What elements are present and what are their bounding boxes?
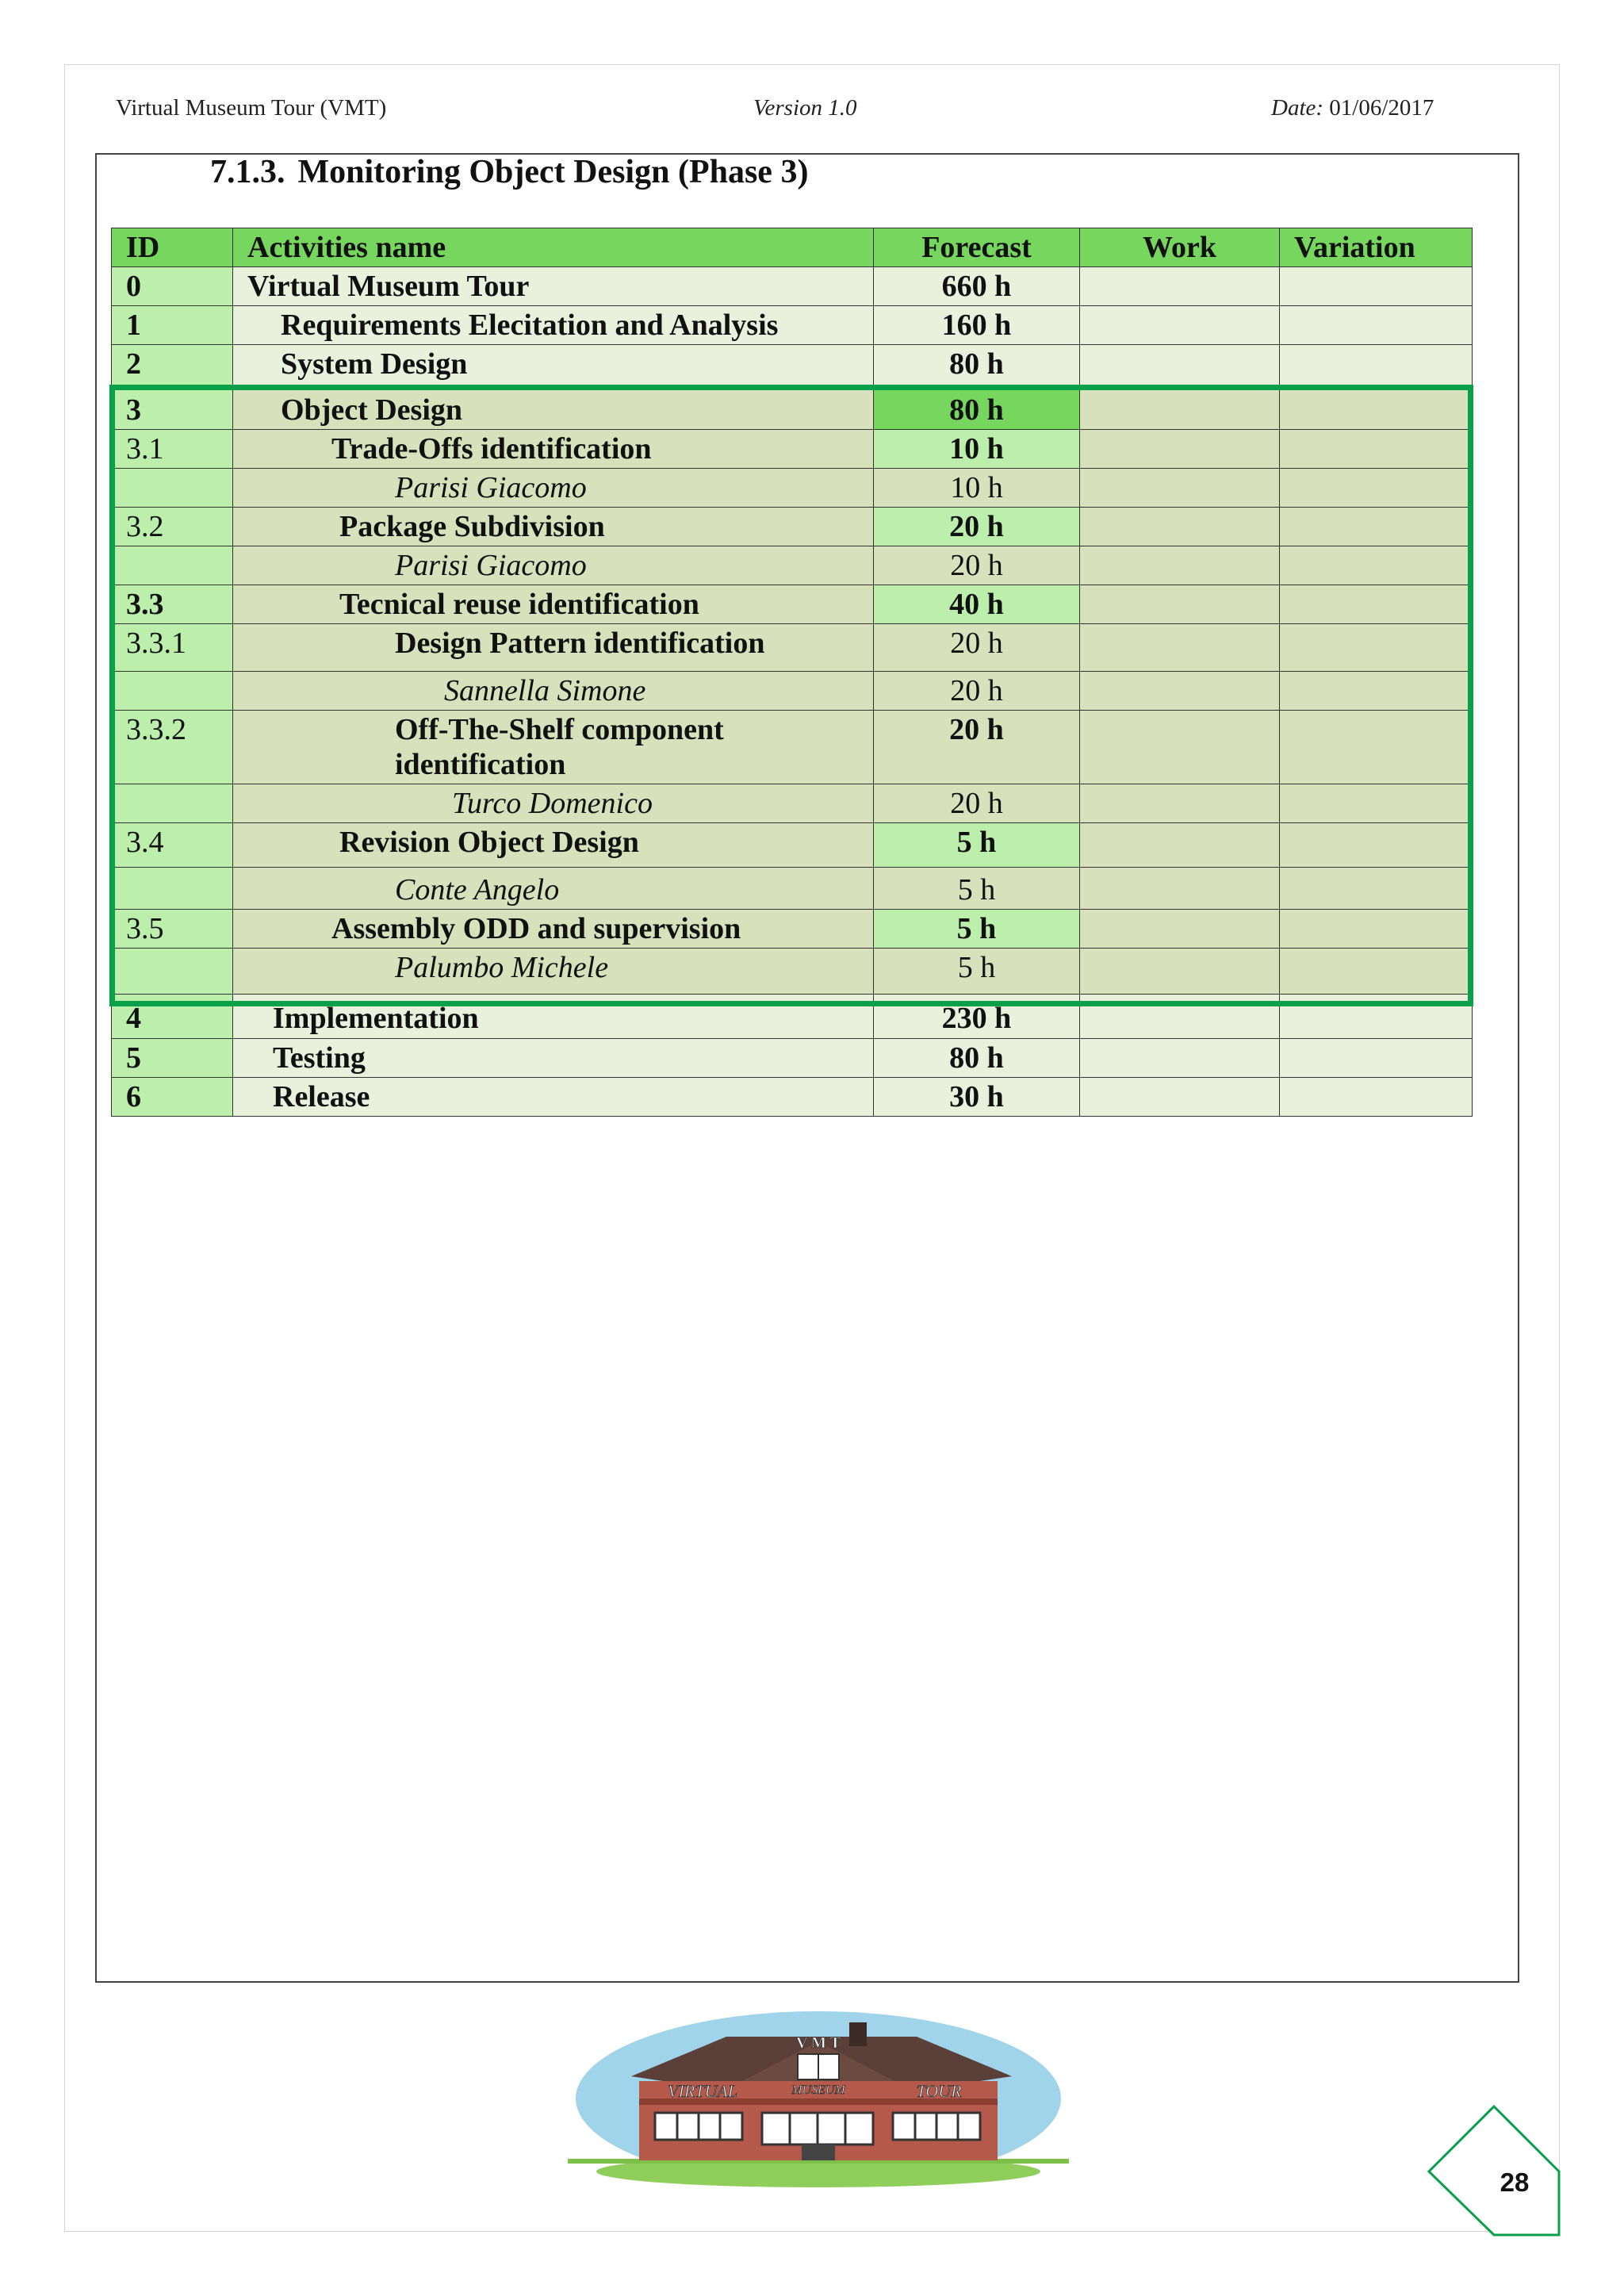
- header-version: Version 1.0: [753, 95, 857, 121]
- row-variation: [1280, 995, 1473, 1039]
- row-activity: Turco Domenico: [233, 784, 874, 823]
- row-forecast: 5 h: [874, 868, 1080, 910]
- row-variation: [1280, 546, 1473, 585]
- row-work: [1080, 430, 1280, 469]
- row-forecast: 230 h: [874, 995, 1080, 1039]
- column-header-id: ID: [112, 228, 233, 267]
- row-activity: Assembly ODD and supervision: [233, 910, 874, 949]
- row-activity: Parisi Giacomo: [233, 546, 874, 585]
- row-activity: Trade-Offs identification: [233, 430, 874, 469]
- header-date: [1271, 95, 1434, 121]
- logo-top-text: V M T: [796, 2034, 841, 2052]
- row-work: [1080, 1078, 1280, 1117]
- row-id: 2: [112, 345, 233, 386]
- row-id: [112, 868, 233, 910]
- row-variation: [1280, 430, 1473, 469]
- monitoring-table: [111, 228, 1473, 1117]
- row-id: 3.5: [112, 910, 233, 949]
- row-variation: [1280, 1039, 1473, 1078]
- table-row: [112, 1078, 1473, 1117]
- row-work: [1080, 711, 1280, 784]
- row-forecast: 20 h: [874, 546, 1080, 585]
- row-variation: [1280, 267, 1473, 306]
- row-forecast: 20 h: [874, 624, 1080, 672]
- row-variation: [1280, 386, 1473, 430]
- row-work: [1080, 784, 1280, 823]
- row-id: 3: [112, 386, 233, 430]
- row-id: [112, 672, 233, 711]
- table-row: [112, 995, 1473, 1039]
- table-row: [112, 508, 1473, 546]
- row-id: 3.3.1: [112, 624, 233, 672]
- column-header-variation: Variation: [1280, 228, 1473, 267]
- row-activity: Testing: [233, 1039, 874, 1078]
- row-forecast: 80 h: [874, 1039, 1080, 1078]
- row-variation: [1280, 469, 1473, 508]
- row-forecast: 5 h: [874, 910, 1080, 949]
- row-id: [112, 546, 233, 585]
- row-forecast: 5 h: [874, 949, 1080, 995]
- row-activity: Virtual Museum Tour: [233, 267, 874, 306]
- row-activity: Release: [233, 1078, 874, 1117]
- row-work: [1080, 1039, 1280, 1078]
- row-activity: Revision Object Design: [233, 823, 874, 868]
- row-id: 6: [112, 1078, 233, 1117]
- row-variation: [1280, 1078, 1473, 1117]
- row-work: [1080, 995, 1280, 1039]
- row-id: 3.4: [112, 823, 233, 868]
- column-header-activities: Activities name: [233, 228, 874, 267]
- row-work: [1080, 672, 1280, 711]
- column-header-forecast: Forecast: [874, 228, 1080, 267]
- vmt-logo: [568, 2005, 1069, 2187]
- row-variation: [1280, 508, 1473, 546]
- table-row: [112, 823, 1473, 868]
- table-row: [112, 267, 1473, 306]
- row-forecast: 10 h: [874, 430, 1080, 469]
- row-variation: [1280, 868, 1473, 910]
- row-work: [1080, 386, 1280, 430]
- row-variation: [1280, 672, 1473, 711]
- row-forecast: 80 h: [874, 386, 1080, 430]
- row-variation: [1280, 823, 1473, 868]
- row-variation: [1280, 784, 1473, 823]
- row-forecast: 20 h: [874, 508, 1080, 546]
- table-row: [112, 306, 1473, 345]
- logo-middle-text: MUSEUM: [791, 2083, 845, 2097]
- row-forecast: 40 h: [874, 585, 1080, 624]
- table-row: [112, 469, 1473, 508]
- column-header-work: Work: [1080, 228, 1280, 267]
- row-activity: Palumbo Michele: [233, 949, 874, 995]
- row-forecast: 160 h: [874, 306, 1080, 345]
- table-row: [112, 386, 1473, 430]
- table-row: [112, 910, 1473, 949]
- row-work: [1080, 585, 1280, 624]
- row-work: [1080, 306, 1280, 345]
- row-work: [1080, 868, 1280, 910]
- row-id: 5: [112, 1039, 233, 1078]
- row-id: [112, 949, 233, 995]
- row-activity: Package Subdivision: [233, 508, 874, 546]
- row-id: 3.3.2: [112, 711, 233, 784]
- header-document-title: Virtual Museum Tour (VMT): [116, 95, 387, 121]
- row-work: [1080, 910, 1280, 949]
- row-id: [112, 469, 233, 508]
- row-work: [1080, 624, 1280, 672]
- row-activity: Conte Angelo: [233, 868, 874, 910]
- row-forecast: 20 h: [874, 672, 1080, 711]
- row-forecast: 10 h: [874, 469, 1080, 508]
- row-activity: Requirements Elecitation and Analysis: [233, 306, 874, 345]
- table-row: [112, 868, 1473, 910]
- row-activity: Implementation: [233, 995, 874, 1039]
- row-work: [1080, 949, 1280, 995]
- row-variation: [1280, 624, 1473, 672]
- row-variation: [1280, 910, 1473, 949]
- logo-left-text: VIRTUAL: [668, 2081, 737, 2101]
- header-date-value: 01/06/2017: [1329, 95, 1434, 121]
- row-work: [1080, 823, 1280, 868]
- table-row: [112, 430, 1473, 469]
- table-row: [112, 672, 1473, 711]
- row-variation: [1280, 345, 1473, 386]
- table-row: [112, 624, 1473, 672]
- logo-right-text: TOUR: [916, 2081, 962, 2101]
- table-row: [112, 546, 1473, 585]
- table-row: [112, 711, 1473, 784]
- row-id: 4: [112, 995, 233, 1039]
- row-variation: [1280, 306, 1473, 345]
- table-row: [112, 1039, 1473, 1078]
- table-row: [112, 345, 1473, 386]
- row-variation: [1280, 585, 1473, 624]
- table-row: [112, 949, 1473, 995]
- row-activity: Object Design: [233, 386, 874, 430]
- table-row: [112, 585, 1473, 624]
- row-work: [1080, 508, 1280, 546]
- row-activity: System Design: [233, 345, 874, 386]
- row-forecast: 20 h: [874, 784, 1080, 823]
- row-forecast: 80 h: [874, 345, 1080, 386]
- row-forecast: 5 h: [874, 823, 1080, 868]
- table-header-row: [112, 228, 1473, 267]
- row-forecast: 20 h: [874, 711, 1080, 784]
- row-work: [1080, 345, 1280, 386]
- row-forecast: 660 h: [874, 267, 1080, 306]
- section-number: 7.1.3.: [210, 154, 285, 190]
- row-id: 3.2: [112, 508, 233, 546]
- row-variation: [1280, 711, 1473, 784]
- row-activity: Tecnical reuse identification: [233, 585, 874, 624]
- row-activity: Parisi Giacomo: [233, 469, 874, 508]
- row-id: 3.1: [112, 430, 233, 469]
- table-row: [112, 784, 1473, 823]
- row-id: 1: [112, 306, 233, 345]
- section-title: Monitoring Object Design (Phase 3): [297, 154, 809, 190]
- row-work: [1080, 469, 1280, 508]
- page-number: 28: [1500, 2168, 1530, 2197]
- row-id: 3.3: [112, 585, 233, 624]
- row-work: [1080, 546, 1280, 585]
- vmt-logo-graphic: [568, 2005, 1069, 2187]
- header-date-label: Date:: [1271, 95, 1324, 121]
- row-forecast: 30 h: [874, 1078, 1080, 1117]
- section-heading: [210, 153, 808, 191]
- row-id: [112, 784, 233, 823]
- row-activity: Off-The-Shelf component identification: [233, 711, 874, 784]
- row-work: [1080, 267, 1280, 306]
- row-activity: Design Pattern identification: [233, 624, 874, 672]
- row-id: 0: [112, 267, 233, 306]
- row-activity: Sannella Simone: [233, 672, 874, 711]
- row-variation: [1280, 949, 1473, 995]
